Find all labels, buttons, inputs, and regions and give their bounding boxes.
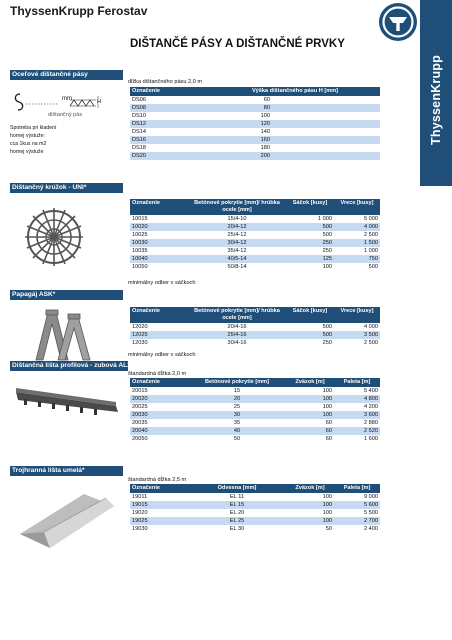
table-cell: 20030 (130, 411, 188, 419)
table-cell: 19011 (132, 494, 148, 500)
table-cell: 25 (233, 404, 241, 410)
column-header: Zväzok [m] (286, 484, 334, 493)
table-cell: 4 000 (334, 223, 380, 231)
table-cell: 60 (325, 436, 332, 442)
table-cell: 4 800 (334, 395, 380, 403)
table-cell: 19020 (132, 510, 148, 516)
column-header: Výška dištančného pásu H [mm] (182, 87, 380, 96)
table-cell: 2 400 (364, 526, 378, 532)
page-title: DIŠTANČÉ PÁSY A DIŠTANČNÉ PRVKY (130, 38, 345, 50)
section3-min-order-note: minimálny odber v sáčkoch (128, 352, 196, 358)
table-row (130, 152, 380, 160)
side-brand-label: ThyssenKrupp (429, 55, 443, 145)
table-row (130, 323, 380, 331)
table-cell: 140 (260, 129, 270, 135)
table-cell: EL 30 (229, 526, 245, 532)
table-cell: 4 200 (364, 404, 378, 410)
table-cell: 500 (286, 331, 334, 339)
table-cell: 2 500 (364, 232, 378, 238)
table-cell: 1 000 (318, 216, 332, 222)
table-cell: 1 500 (334, 239, 380, 247)
table-cell: 19025 (130, 517, 188, 525)
illus-label-mm: mm (62, 96, 72, 102)
table-row (130, 223, 380, 231)
column-header: Paleta [m] (334, 484, 380, 493)
table-cell: 10025 (132, 232, 148, 238)
table-row (130, 493, 380, 501)
table-cell: 1 000 (364, 248, 378, 254)
table-row (130, 263, 380, 271)
table-cell: 35/4-12 (227, 248, 247, 254)
table-row (130, 231, 380, 239)
column-header: Betónové pokrytie [mm]/ hrúbka ocele [mm] (188, 199, 286, 215)
usage-note-3: cca 1kus na m2 (10, 141, 47, 147)
table-cell: 10040 (130, 255, 188, 263)
column-header: Zväzok [m] (286, 378, 334, 387)
table-row (130, 144, 380, 152)
table-row (130, 239, 380, 247)
company-logo-icon (378, 2, 418, 42)
column-header: Označenie (130, 307, 188, 323)
table-cell: 100 (260, 113, 270, 119)
section-title-parrot-ask: Papagáj ASK* (10, 290, 123, 300)
column-header: Betónové pokrytie [mm] (188, 378, 286, 387)
table-cell: 5 000 (364, 216, 378, 222)
table-cell: DS18 (132, 145, 146, 151)
column-header: Označenie (130, 484, 188, 493)
table-cell: 20020 (130, 395, 188, 403)
table-row (130, 96, 380, 104)
table-row (130, 525, 380, 533)
table-row (130, 435, 380, 443)
table-row (130, 427, 380, 435)
table-row (130, 387, 380, 395)
section-title-profile-strip: Dištančná lišta profilová - zubová AL2* (12, 362, 134, 369)
table-cell: 5 400 (364, 388, 378, 394)
table-row (130, 104, 380, 112)
table-cell: 5 500 (364, 510, 378, 516)
table-cell: 30/4-12 (188, 239, 286, 247)
table-cell: DS06 (132, 97, 146, 103)
section2-min-order-note: minimálny odber v sáčkoch (128, 280, 196, 286)
table-cell: 100 (322, 404, 332, 410)
table-body (130, 215, 380, 271)
table-cell: 100 (286, 411, 334, 419)
table-cell: 2 520 (334, 427, 380, 435)
section-title-triangle-strip: Trojhranná lišta umelá* (10, 466, 123, 476)
table-cell: 40/5-14 (188, 255, 286, 263)
table-cell: 40 (188, 427, 286, 435)
table-row (130, 136, 380, 144)
table-cell: 500 (322, 232, 332, 238)
table-steel-spacers (130, 87, 380, 160)
illus-caption: dištančný pás (48, 112, 83, 118)
table-cell: 20050 (132, 436, 148, 442)
column-header: Sáčok [kusy] (286, 307, 334, 323)
table-cell: 10030 (130, 239, 188, 247)
side-brand-bar (420, 0, 452, 186)
section4-length-note: štandardná dĺžka 2,0 m (128, 371, 187, 377)
table-cell: 25/4-12 (227, 232, 247, 238)
table-cell: 12030 (132, 340, 148, 346)
table-cell: 10020 (130, 223, 188, 231)
table-cell: 5 600 (334, 501, 380, 509)
table-cell: 100 (286, 395, 334, 403)
table-cell: 25/4-16 (188, 331, 286, 339)
table-cell: 9 000 (364, 494, 378, 500)
table-cell: 180 (260, 145, 270, 151)
table-cell: 160 (182, 136, 380, 144)
table-cell: 500 (368, 264, 378, 270)
table-row (130, 517, 380, 525)
table-cell: 20015 (132, 388, 148, 394)
parrot-spacer-illustration-icon (28, 306, 98, 362)
table-cell: 10035 (132, 248, 148, 254)
table-cell: 100 (322, 264, 332, 270)
table-row (130, 411, 380, 419)
table-cell: DS08 (130, 104, 182, 112)
table-cell: DS12 (130, 120, 182, 128)
table-cell: 120 (182, 120, 380, 128)
table-body (130, 323, 380, 347)
table-cell: 50 (233, 436, 241, 442)
table-cell: EL 15 (188, 501, 286, 509)
table-cell: 500 (286, 223, 334, 231)
table-cell: DS16 (130, 136, 182, 144)
usage-note-4: hornej výstuže (10, 149, 44, 155)
table-cell: 125 (286, 255, 334, 263)
table-cell: 100 (286, 517, 334, 525)
table-cell: 30/4-16 (227, 340, 247, 346)
section-title-uni-ring: Dištančný krúžok - UNI* (10, 183, 123, 193)
table-cell: DS14 (132, 129, 146, 135)
table-row (130, 501, 380, 509)
table-cell: EL 20 (229, 510, 245, 516)
table-cell: 100 (322, 494, 332, 500)
table-cell: 250 (322, 340, 332, 346)
table-row (130, 339, 380, 347)
table-cell: 2 500 (364, 340, 378, 346)
table-parrot-ask (130, 307, 380, 347)
table-cell: 15 (233, 388, 241, 394)
table-cell: 250 (322, 248, 332, 254)
section5-length-note: štandardná dĺžka 2,5 m (128, 477, 187, 483)
table-cell: 19015 (130, 501, 188, 509)
illus-label-h: H (97, 99, 102, 105)
table-row (130, 112, 380, 120)
brand-name: ThyssenKrupp Ferostav (10, 4, 148, 18)
triangle-strip-illustration-icon (14, 484, 120, 554)
section-title-steel-spacers: Oceľové dištančné pásy (10, 70, 123, 80)
table-cell: 12025 (130, 331, 188, 339)
table-cell: 20035 (132, 420, 148, 426)
table-row (130, 120, 380, 128)
table-row (130, 331, 380, 339)
table-cell: 10015 (132, 216, 148, 222)
table-cell: 750 (334, 255, 380, 263)
table-profile-strip (130, 378, 380, 443)
table-cell: DS10 (132, 113, 146, 119)
table-cell: 12020 (132, 324, 148, 330)
usage-note-1: Spotreba pri kladení (10, 125, 57, 131)
table-cell: 250 (286, 239, 334, 247)
table-cell: 100 (322, 510, 332, 516)
table-cell: 20040 (130, 427, 188, 435)
table-cell: 30 (188, 411, 286, 419)
table-cell: 200 (182, 152, 380, 160)
table-cell: 4 000 (364, 324, 378, 330)
table-cell: 3 500 (334, 331, 380, 339)
table-uni-ring (130, 199, 380, 271)
table-cell: 19030 (132, 526, 148, 532)
table-row (130, 128, 380, 136)
table-row (130, 509, 380, 517)
table-cell: 60 (286, 427, 334, 435)
table-cell: 500 (322, 324, 332, 330)
column-header: Označenie (130, 87, 182, 96)
table-row (130, 395, 380, 403)
column-header: Vrece [kusy] (334, 199, 380, 215)
usage-note-2: hornej výstuže: (10, 133, 45, 139)
column-header: Sáčok [kusy] (286, 199, 334, 215)
table-row (130, 255, 380, 263)
column-header: Paleta [m] (334, 378, 380, 387)
table-cell: 100 (322, 388, 332, 394)
column-header: Označenie (130, 378, 188, 387)
table-cell: 3 600 (334, 411, 380, 419)
table-body (130, 387, 380, 443)
profile-strip-illustration-icon (12, 378, 124, 418)
table-cell: 60 (263, 97, 270, 103)
table-cell: EL 25 (188, 517, 286, 525)
table-row (130, 215, 380, 223)
table-cell: DS20 (130, 152, 182, 160)
table-cell: EL 11 (230, 494, 244, 500)
table-cell: 2 880 (364, 420, 378, 426)
table-triangle-strip (130, 484, 380, 533)
table-cell: 10050 (132, 264, 148, 270)
table-cell: 100 (286, 501, 334, 509)
table-cell: 60 (325, 420, 332, 426)
table-cell: 15/4-10 (227, 216, 247, 222)
table-row (130, 403, 380, 411)
spacer-ring-illustration-icon (22, 206, 86, 268)
table-row (130, 419, 380, 427)
section1-length-note: dĺžka dištančného pásu 2,0 m (128, 79, 203, 85)
table-row (130, 247, 380, 255)
table-cell: 20 (188, 395, 286, 403)
column-header: Odvesna [mm] (188, 484, 286, 493)
column-header: Betónové pokrytie [mm]/ hrúbka ocele [mm] (188, 307, 286, 323)
table-cell: 1 600 (364, 436, 378, 442)
column-header: Označenie (130, 199, 188, 215)
table-body (130, 96, 380, 160)
table-cell: 50/8-14 (227, 264, 247, 270)
table-body (130, 493, 380, 533)
table-cell: 20025 (132, 404, 148, 410)
table-cell: 35 (233, 420, 241, 426)
column-header: Vrece [kusy] (334, 307, 380, 323)
table-cell: 20/4-12 (188, 223, 286, 231)
table-cell: 20/4-16 (227, 324, 247, 330)
table-cell: 50 (325, 526, 332, 532)
table-cell: 80 (182, 104, 380, 112)
table-cell: 2 700 (334, 517, 380, 525)
